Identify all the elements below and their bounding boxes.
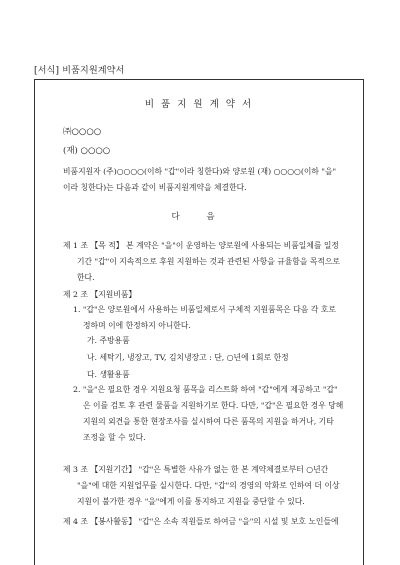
article-3-line: 지원이 불가한 경우 "을"에게 이를 통지하고 지원을 중단할 수 있다. — [77, 497, 305, 506]
party-a: ㈜○○○○ — [63, 127, 102, 137]
article-2-item-2-line: 조정을 할 수 있다. — [83, 433, 146, 442]
party-b: (재) ○○○○ — [63, 146, 111, 156]
article-2-item-1 — [73, 302, 353, 334]
intro-paragraph — [63, 164, 353, 196]
article-1 — [63, 238, 353, 286]
intro-line: 이라 칭한다)는 다음과 같이 비품지원계약을 체결한다. — [63, 183, 247, 192]
article-2-item-2-line: 2. "을"은 필요한 경우 지원요청 품목을 리스트화 하여 "갑"에게 제공하고 "갑" — [73, 385, 338, 394]
article-1-line: 제 1 조 【목 적】 본 계약은 "을"이 운영하는 양로원에 사용되는 비품일체를 일정 — [63, 241, 339, 250]
article-2-item-1-line: 1. "갑"은 양로원에서 사용하는 비품일체로서 구체적 지원품목은 다음 각 호로 — [73, 305, 336, 314]
article-3 — [63, 462, 353, 510]
article-2-item-1-line: 정하며 이에 한정하지 아니한다. — [83, 321, 191, 330]
next-heading: 다 음 — [171, 212, 227, 222]
intro-line: 비품지원자 (주)○○○○(이하 "갑"이라 칭한다)와 양로원 (재) ○○○○(이하 "을" — [63, 167, 337, 176]
article-2-title: 제 2 조 【지원비품】 — [63, 290, 137, 299]
form-label: [서식] 비품지원계약서 — [34, 66, 125, 76]
article-3-line: "을"에 대한 지원업무를 실시한다. 다만, "갑"의 경영의 악화로 인하여 더 이상 — [77, 481, 340, 490]
article-1-line: 기간 "갑"이 지속적으로 후원 지원하는 것과 관련된 사항을 규율함을 목적으로 — [77, 257, 340, 266]
article-1-line: 한다. — [77, 273, 95, 282]
article-4-line: 제 4 조 【봉사활동】 "갑"은 소속 직원들로 하여금 "을"의 시설 및 보호 노인들에 — [63, 517, 339, 526]
contract-document — [34, 79, 364, 565]
article-2-item-2-line: 은 이를 검토 후 관련 물품을 지원하기로 한다. 다만, "갑"은 필요한 경우 당해 — [83, 401, 344, 410]
subitem: 나. 세탁기, 냉장고, TV, 김치냉장고 : 단, ○년에 1회로 한정 — [87, 353, 289, 362]
article-4 — [63, 514, 353, 530]
subitem: 가. 주방용품 — [87, 336, 130, 345]
article-2-item-2 — [73, 382, 353, 446]
document-title: 비 품 지 원 계 약 서 — [144, 99, 254, 110]
subitem: 다. 생활용품 — [87, 370, 130, 379]
article-2-item-2-line: 지원의 외견을 통한 현장조사를 실시하여 다른 품목의 지원을 하거나, 기타 — [83, 417, 334, 426]
article-3-line: 제 3 조 【지원기간】 "갑"은 특별한 사유가 없는 한 본 계약체결로부터 ○년간 — [63, 465, 329, 474]
